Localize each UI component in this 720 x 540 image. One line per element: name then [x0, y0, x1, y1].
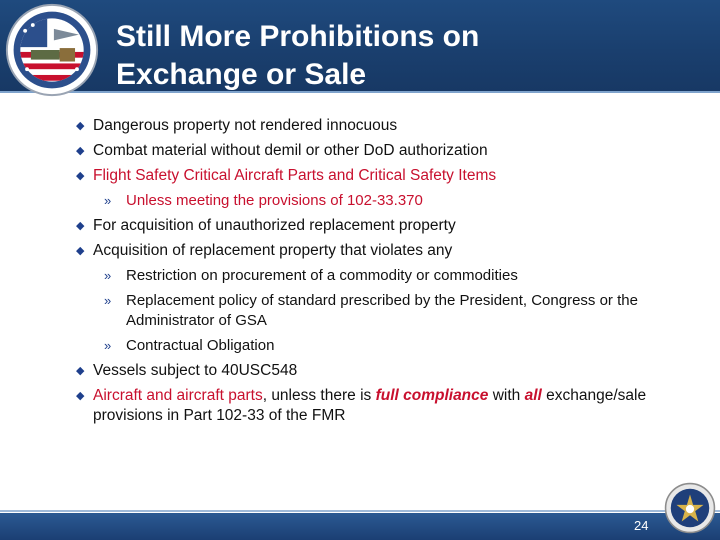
- diamond-bullet-icon: ◆: [76, 390, 85, 402]
- agency-seal-icon: [4, 2, 100, 98]
- chevron-bullet-icon: »: [104, 268, 112, 283]
- sub-bullet-item: [104, 191, 676, 211]
- bullet-text: Vessels subject to 40USC548: [93, 362, 298, 379]
- bullet-text: Unless meeting the provisions of 102-33.370: [126, 192, 423, 209]
- sub-bullet-item: [104, 266, 676, 286]
- title-line-2: Exchange or Sale: [116, 58, 367, 91]
- bullet-text-red: Aircraft and aircraft parts: [93, 387, 263, 404]
- chevron-bullet-icon: »: [104, 193, 112, 208]
- diamond-bullet-icon: ◆: [76, 145, 85, 157]
- footer-bar: [0, 513, 720, 540]
- bullet-text: with: [488, 387, 525, 404]
- bullet-item: [76, 216, 676, 236]
- bullet-item: [76, 116, 676, 136]
- chevron-bullet-icon: »: [104, 293, 112, 308]
- bullet-text-emphasis: full compliance: [375, 387, 489, 404]
- diamond-bullet-icon: ◆: [76, 120, 85, 132]
- bullet-text: exchange/sale provisions in Part 102-33 of the FMR: [93, 387, 647, 424]
- title-bar: [0, 0, 720, 93]
- bullet-item: [76, 361, 676, 381]
- bullet-item: [76, 141, 676, 161]
- bullet-list: [76, 116, 676, 431]
- bullet-text: Flight Safety Critical Aircraft Parts and Critical Safety Items: [93, 167, 497, 184]
- dod-seal-icon: [664, 482, 716, 534]
- bullet-text: , unless there is: [262, 387, 376, 404]
- bullet-item: [76, 386, 676, 426]
- title-line-1: Still More Prohibitions on: [116, 20, 480, 53]
- bullet-text: For acquisition of unauthorized replacement property: [93, 217, 456, 234]
- diamond-bullet-icon: ◆: [76, 365, 85, 377]
- bullet-item: [76, 166, 676, 186]
- footer-divider: [0, 510, 720, 512]
- diamond-bullet-icon: ◆: [76, 220, 85, 232]
- bullet-text: Restriction on procurement of a commodity or commodities: [126, 267, 518, 284]
- diamond-bullet-icon: ◆: [76, 245, 85, 257]
- chevron-bullet-icon: »: [104, 338, 112, 353]
- bullet-text: Combat material without demil or other DoD authorization: [93, 142, 488, 159]
- bullet-text: Dangerous property not rendered innocuous: [93, 117, 398, 134]
- page-number: 24: [634, 518, 649, 533]
- bullet-item: [76, 241, 676, 261]
- bullet-text: Contractual Obligation: [126, 337, 275, 354]
- sub-bullet-item: [104, 336, 676, 356]
- sub-bullet-item: [104, 291, 676, 331]
- slide-title: [116, 18, 479, 93]
- bullet-text: Acquisition of replacement property that violates any: [93, 242, 453, 259]
- bullet-text: Replacement policy of standard prescribed by the President, Congress or the Administrator of GSA: [126, 292, 638, 329]
- diamond-bullet-icon: ◆: [76, 170, 85, 182]
- bullet-text-emphasis: all: [524, 387, 542, 404]
